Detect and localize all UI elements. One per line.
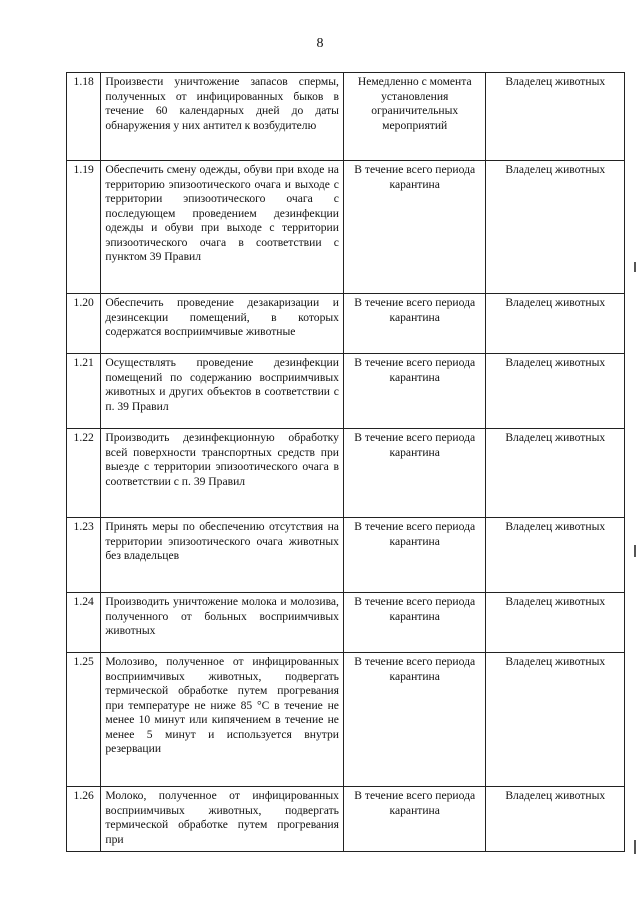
table-row (67, 429, 625, 518)
action-cell: Произвести уничтожение запасов спермы, полученных от инфицированных быков в течение 60 календарных дней до даты обнаружения у них антител к возбудителю (101, 73, 344, 161)
row-number: 1.24 (67, 593, 101, 653)
term-cell: В течение всего периода карантина (343, 787, 486, 852)
row-number: 1.18 (67, 73, 101, 161)
responsible-cell: Владелец животных (486, 73, 625, 161)
measures-table (66, 72, 625, 852)
page-number: 8 (316, 36, 324, 51)
table-row (67, 653, 625, 787)
row-number: 1.22 (67, 429, 101, 518)
responsible-cell: Владелец животных (486, 787, 625, 852)
action-cell: Принять меры по обеспечению отсутствия на территории эпизоотического очага животных без владельцев (101, 518, 344, 593)
table-row (67, 294, 625, 354)
table-row (67, 787, 625, 852)
responsible-cell: Владелец животных (486, 294, 625, 354)
term-cell: В течение всего периода карантина (343, 653, 486, 787)
term-cell: В течение всего периода карантина (343, 518, 486, 593)
action-cell: Обеспечить проведение дезакаризации и дезинсекции помещений, в которых содержатся восприимчивые животные (101, 294, 344, 354)
responsible-cell: Владелец животных (486, 354, 625, 429)
action-cell: Молозиво, полученное от инфицированных восприимчивых животных, подвергать термической обработке путем прогревания при температуре не ниже 85 °С в течение не менее 10 минут или кипячением в течение не менее 5 минут и используется внутри резервации (101, 653, 344, 787)
responsible-cell: Владелец животных (486, 429, 625, 518)
scan-margin-mark (634, 545, 636, 557)
term-cell: В течение всего периода карантина (343, 354, 486, 429)
responsible-cell: Владелец животных (486, 161, 625, 294)
action-cell: Производить дезинфекционную обработку всей поверхности транспортных средств при выезде с территории эпизоотического очага в соответствии с п. 39 Правил (101, 429, 344, 518)
action-cell: Обеспечить смену одежды, обуви при входе на территорию эпизоотического очага и выходе с территории эпизоотического очага с последующем проведением дезинфекции одежды и обуви при выходе с территории эпизоотического очага в соответствии с пунктом 39 Правил (101, 161, 344, 294)
action-cell: Молоко, полученное от инфицированных восприимчивых животных, подвергать термической обработке путем прогревания при (101, 787, 344, 852)
row-number: 1.23 (67, 518, 101, 593)
action-cell: Производить уничтожение молока и молозива, полученного от больных восприимчивых животных (101, 593, 344, 653)
table-row (67, 593, 625, 653)
table-row (67, 354, 625, 429)
scan-margin-mark (634, 262, 636, 272)
term-cell: В течение всего периода карантина (343, 294, 486, 354)
scan-margin-mark (634, 840, 636, 854)
action-cell: Осуществлять проведение дезинфекции помещений по содержанию восприимчивых животных и других объектов в соответствии с п. 39 Правил (101, 354, 344, 429)
responsible-cell: Владелец животных (486, 593, 625, 653)
responsible-cell: Владелец животных (486, 653, 625, 787)
row-number: 1.25 (67, 653, 101, 787)
row-number: 1.21 (67, 354, 101, 429)
row-number: 1.26 (67, 787, 101, 852)
responsible-cell: Владелец животных (486, 518, 625, 593)
term-cell: В течение всего периода карантина (343, 593, 486, 653)
table-row (67, 518, 625, 593)
table-row (67, 161, 625, 294)
term-cell: В течение всего периода карантина (343, 429, 486, 518)
term-cell: Немедленно с момента установления ограничительных мероприятий (343, 73, 486, 161)
row-number: 1.19 (67, 161, 101, 294)
row-number: 1.20 (67, 294, 101, 354)
table-row (67, 73, 625, 161)
term-cell: В течение всего периода карантина (343, 161, 486, 294)
